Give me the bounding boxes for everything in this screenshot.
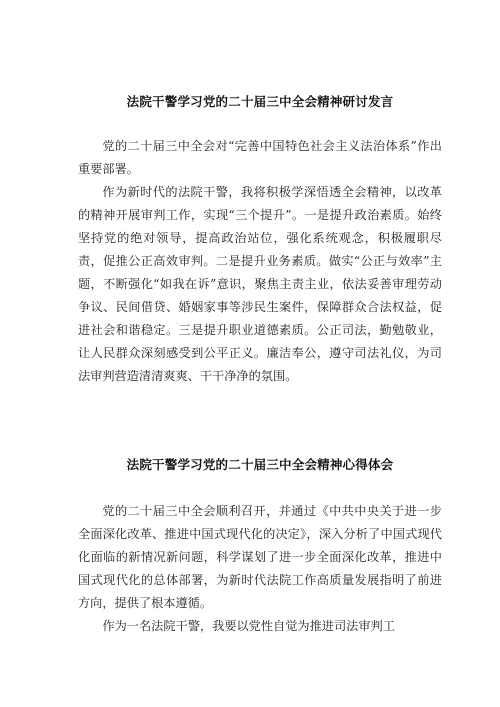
article-paragraph: 党的二十届三中全会顺利召开，并通过《中共中央关于进一步全面深化改革、推进中国式现代化的决定》，深入分析了中国式现代化面临的新情况新问题，科学谋划了进一步全面深化改革，推进中国式现代化的总体部署，为新时代法院工作高质量发展指明了前进方向，提供了根本遵循。: [78, 504, 442, 610]
article-paragraph: 作为新时代的法院干警，我将积极学深悟透全会精神，以改革的精神开展审判工作，实现“三个提升”。一是提升政治素质。始终坚持党的绝对领导，提高政治站位，强化系统观念，积极履职尽责，促推公正高效审判。二是提升业务素质。做实“公正与效率”主题，不断强化“如我在诉”意识，聚焦主责主业，依法妥善审理劳动争议、民间借贷、婚姻家事等涉民生案件，保障群众合法权益，促进社会和谐稳定。三是提升职业道德素质。公正司法，勤勉敬业，让人民群众深刻感受到公平正义。廉洁奉公，遵守司法礼仪，为司法审判营造清清爽爽、干干净净的氛围。: [78, 185, 442, 383]
article-reflection: [78, 457, 442, 638]
article-paragraph: 作为一名法院干警，我要以党性自觉为推进司法审判工: [102, 619, 395, 633]
article-title: 法院干警学习党的二十届三中全会精神研讨发言: [126, 94, 394, 109]
article-speech: [78, 94, 442, 388]
article-title: 法院干警学习党的二十届三中全会精神心得体会: [126, 457, 394, 472]
article-paragraph: 党的二十届三中全会对“完善中国特色社会主义法治体系”作出重要部署。: [78, 139, 442, 176]
